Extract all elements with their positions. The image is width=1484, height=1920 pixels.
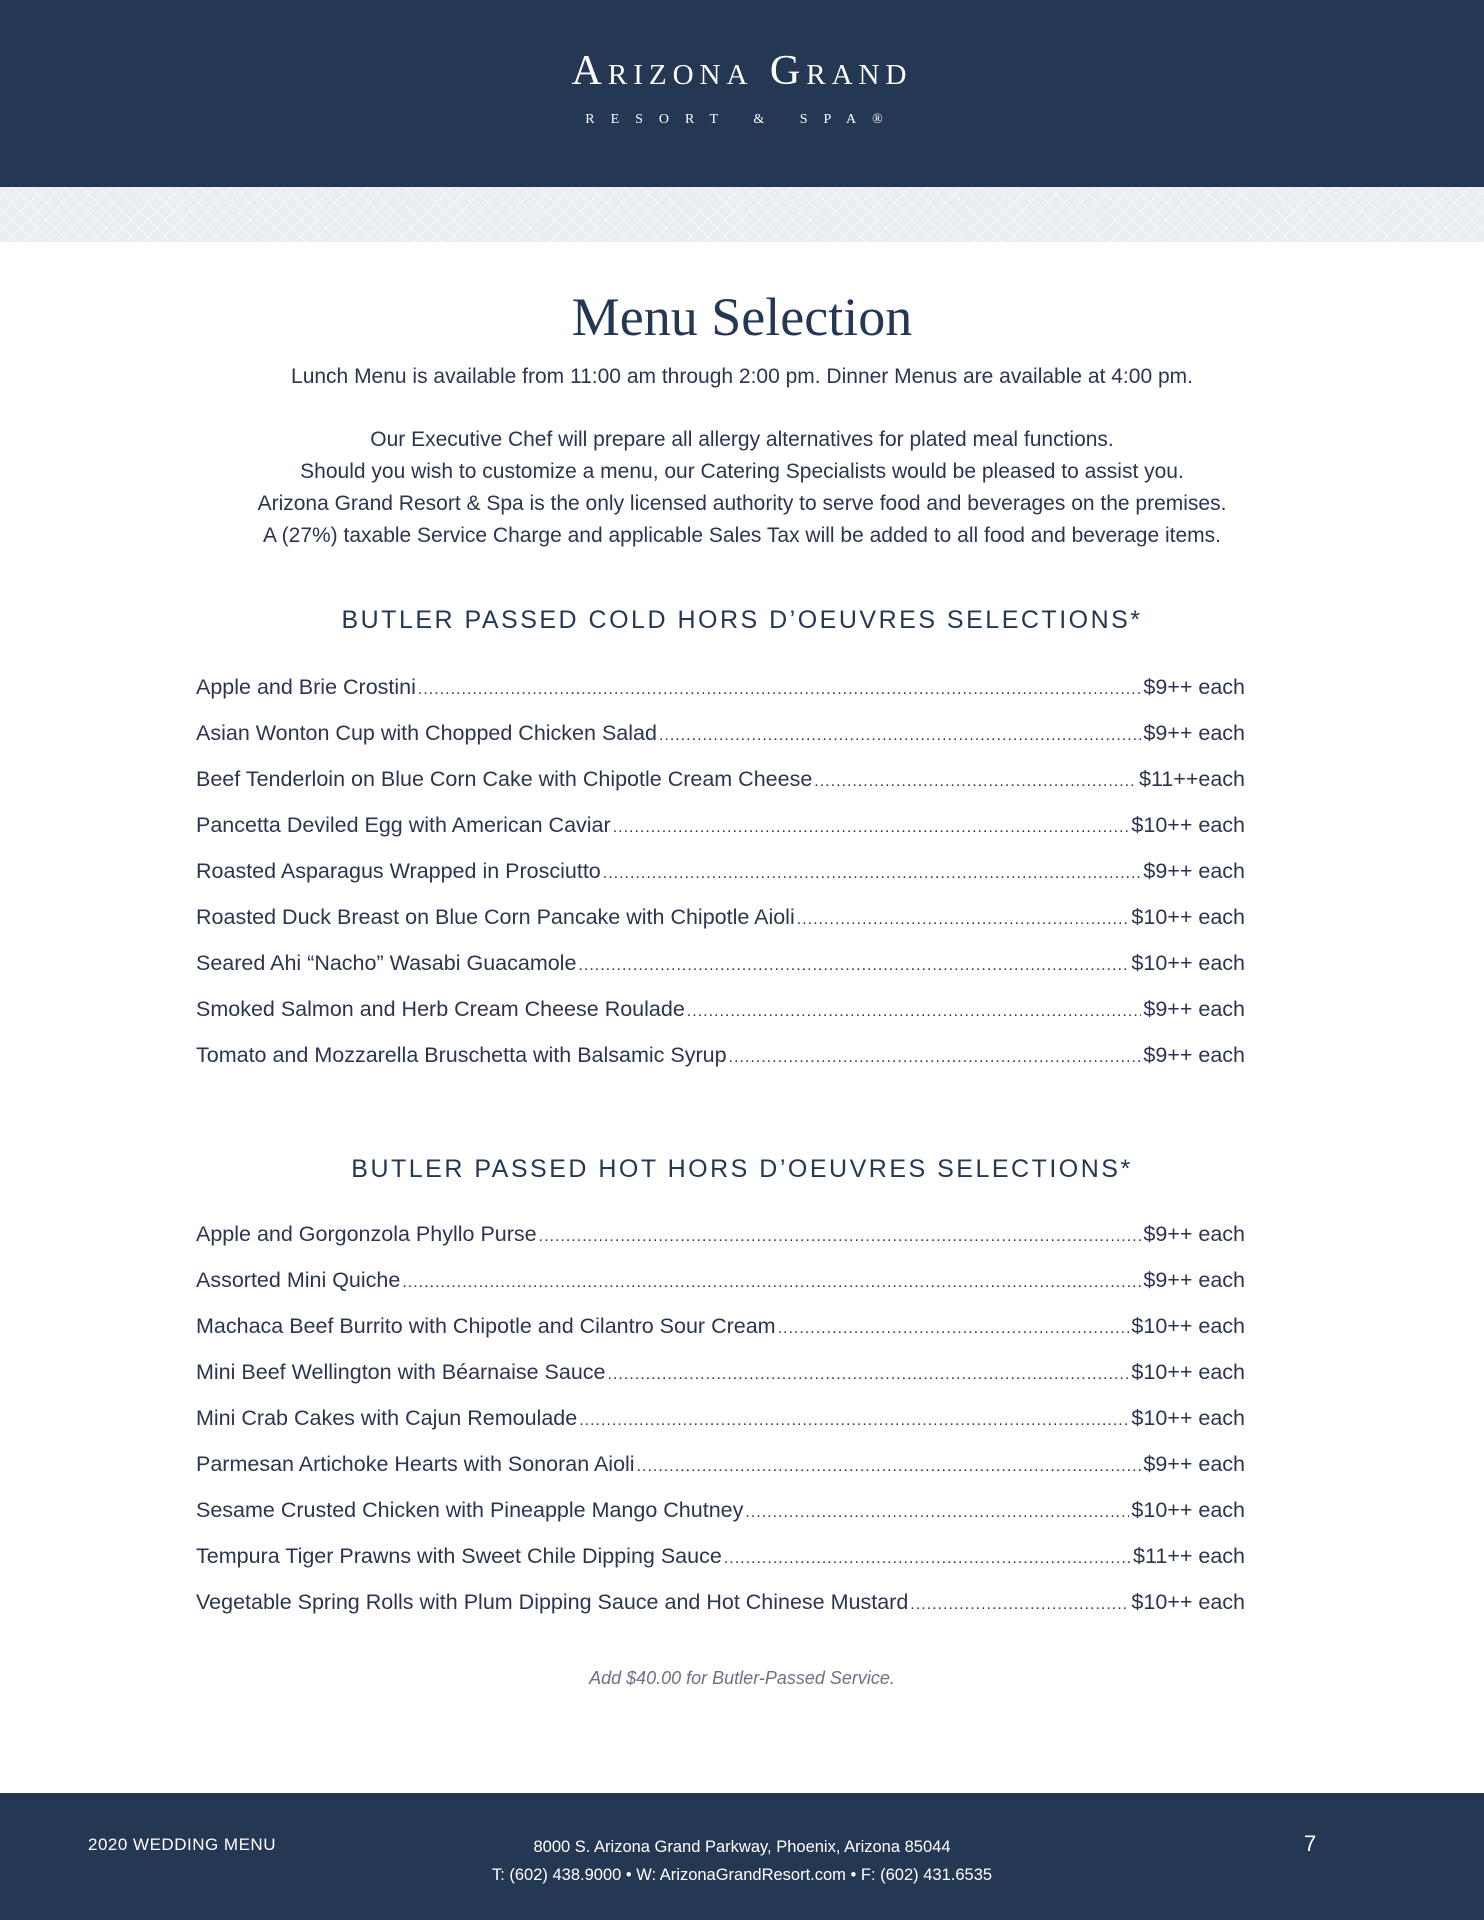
menu-item: [196, 986, 1245, 1032]
cold-section-heading: BUTLER PASSED COLD HORS D’OEUVRES SELECTIONS*: [341, 606, 1143, 634]
dot-leader: [613, 805, 1130, 851]
menu-item: [196, 1032, 1245, 1078]
menu-item: [196, 1395, 1245, 1441]
menu-item-name: Vegetable Spring Rolls with Plum Dipping Sauce and Hot Chinese Mustard: [196, 1590, 909, 1614]
menu-item-name: Tomato and Mozzarella Bruschetta with Balsamic Syrup: [196, 1043, 727, 1067]
menu-item-price: $10++ each: [1131, 813, 1245, 837]
hot-section-heading: BUTLER PASSED HOT HORS D’OEUVRES SELECTIONS*: [351, 1155, 1133, 1183]
menu-item-name: Seared Ahi “Nacho” Wasabi Guacamole: [196, 951, 577, 975]
page-number: 7: [1304, 1831, 1317, 1856]
dot-leader: [637, 1444, 1142, 1490]
menu-item-name: Mini Crab Cakes with Cajun Remoulade: [196, 1406, 578, 1430]
menu-item-price: $10++ each: [1131, 1406, 1245, 1430]
menu-item-name: Roasted Asparagus Wrapped in Prosciutto: [196, 859, 601, 883]
menu-item: [196, 756, 1245, 802]
page-title: Menu Selection: [571, 287, 913, 347]
policy-note: A (27%) taxable Service Charge and applicable Sales Tax will be added to all food and beverage items.: [262, 524, 1222, 547]
dot-leader: [814, 759, 1137, 805]
dot-leader: [729, 1035, 1142, 1081]
policy-note: Should you wish to customize a menu, our Catering Specialists would be pleased to assist you.: [300, 460, 1184, 483]
menu-item: [196, 1211, 1245, 1257]
menu-item-name: Machaca Beef Burrito with Chipotle and Cilantro Sour Cream: [196, 1314, 776, 1338]
menu-item: [196, 1349, 1245, 1395]
dot-leader: [797, 897, 1130, 943]
menu-item-price: $11++ each: [1133, 1544, 1245, 1568]
menu-item-name: Mini Beef Wellington with Béarnaise Sauce: [196, 1360, 606, 1384]
dot-leader: [778, 1306, 1130, 1352]
cold-menu-list: [196, 664, 1245, 1078]
service-footnote: Add $40.00 for Butler-Passed Service.: [589, 1668, 895, 1688]
menu-item-price: $11++each: [1138, 767, 1245, 791]
header: [0, 0, 1484, 187]
menu-item: [196, 1533, 1245, 1579]
menu-item: [196, 1257, 1245, 1303]
menu-item-name: Assorted Mini Quiche: [196, 1268, 401, 1292]
availability-text: Lunch Menu is available from 11:00 am through 2:00 pm. Dinner Menus are available at 4:00 pm.: [291, 365, 1193, 388]
dot-leader: [418, 667, 1141, 713]
hot-menu-list: [196, 1211, 1245, 1625]
menu-item-price: $10++ each: [1131, 1590, 1245, 1614]
menu-item-name: Pancetta Deviled Egg with American Caviar: [196, 813, 611, 837]
menu-item-price: $10++ each: [1131, 1360, 1245, 1384]
menu-item: [196, 1303, 1245, 1349]
dot-leader: [910, 1582, 1129, 1628]
dot-leader: [579, 1398, 1129, 1444]
menu-item-price: $10++ each: [1131, 951, 1245, 975]
menu-item-price: $9++ each: [1143, 1268, 1245, 1292]
dot-leader: [687, 989, 1142, 1035]
menu-item-price: $9++ each: [1143, 997, 1245, 1021]
dot-leader: [608, 1352, 1130, 1398]
dot-leader: [603, 851, 1142, 897]
menu-item: [196, 664, 1245, 710]
menu-item-name: Roasted Duck Breast on Blue Corn Pancake with Chipotle Aioli: [196, 905, 795, 929]
footer-phone-web: T: (602) 438.9000 • W: ArizonaGrandResort.com • F: (602) 431.6535: [491, 1866, 993, 1884]
menu-item-price: $9++ each: [1143, 859, 1245, 883]
footer-document-label: 2020 WEDDING MENU: [88, 1835, 276, 1854]
dot-leader: [659, 713, 1141, 759]
brand-subtitle: RESORT & SPA®: [585, 112, 899, 127]
policy-note: Arizona Grand Resort & Spa is the only licensed authority to serve food and beverages on the premises.: [257, 492, 1227, 515]
dot-leader: [724, 1536, 1131, 1582]
dot-leader: [745, 1490, 1129, 1536]
menu-item-name: Apple and Gorgonzola Phyllo Purse: [196, 1222, 537, 1246]
brand-name: Arizona Grand: [571, 48, 913, 94]
menu-item: [196, 848, 1245, 894]
policy-notes: [0, 424, 1484, 552]
dot-leader: [578, 943, 1129, 989]
menu-item-name: Smoked Salmon and Herb Cream Cheese Roulade: [196, 997, 685, 1021]
menu-item-price: $9++ each: [1143, 675, 1245, 699]
decorative-pattern-band: [0, 187, 1484, 242]
dot-leader: [539, 1214, 1142, 1260]
menu-item: [196, 1579, 1245, 1625]
policy-note: Our Executive Chef will prepare all allergy alternatives for plated meal functions.: [370, 428, 1114, 451]
menu-item: [196, 1487, 1245, 1533]
menu-item-price: $10++ each: [1131, 1498, 1245, 1522]
menu-item-price: $9++ each: [1143, 1222, 1245, 1246]
menu-item-price: $9++ each: [1143, 1452, 1245, 1476]
menu-item-name: Asian Wonton Cup with Chopped Chicken Salad: [196, 721, 657, 745]
menu-item: [196, 940, 1245, 986]
menu-item-price: $10++ each: [1131, 1314, 1245, 1338]
menu-item-name: Tempura Tiger Prawns with Sweet Chile Dipping Sauce: [196, 1544, 722, 1568]
menu-item-name: Beef Tenderloin on Blue Corn Cake with Chipotle Cream Cheese: [196, 767, 813, 791]
menu-item: [196, 1441, 1245, 1487]
footer-address: 8000 S. Arizona Grand Parkway, Phoenix, Arizona 85044: [533, 1838, 951, 1856]
dot-leader: [402, 1260, 1141, 1306]
menu-item: [196, 710, 1245, 756]
menu-item-price: $9++ each: [1143, 1043, 1245, 1067]
menu-item-name: Apple and Brie Crostini: [196, 675, 416, 699]
menu-item-name: Parmesan Artichoke Hearts with Sonoran Aioli: [196, 1452, 635, 1476]
menu-item-price: $10++ each: [1131, 905, 1245, 929]
menu-item: [196, 894, 1245, 940]
menu-item: [196, 802, 1245, 848]
menu-item-name: Sesame Crusted Chicken with Pineapple Mango Chutney: [196, 1498, 744, 1522]
footer: [0, 1793, 1484, 1920]
footer-contact: [0, 1833, 1484, 1889]
menu-item-price: $9++ each: [1143, 721, 1245, 745]
